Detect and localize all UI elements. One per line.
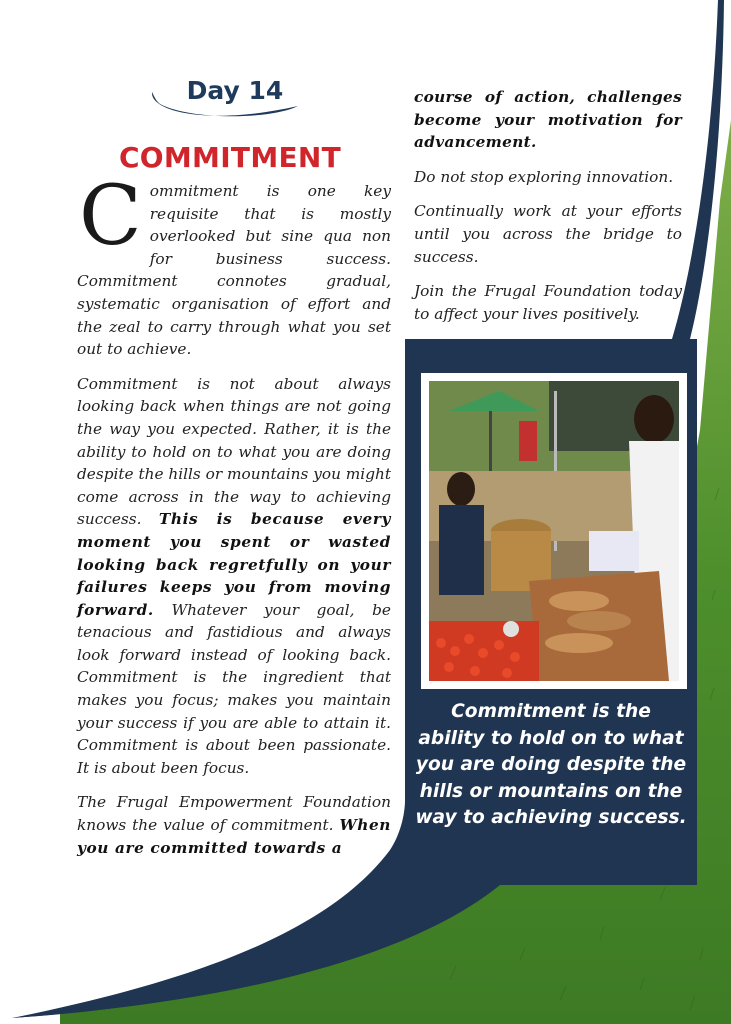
photo-frame xyxy=(421,373,687,689)
market-photo xyxy=(429,381,679,681)
p3-bold: When you are committed towards a xyxy=(77,816,391,857)
p2-start: Commitment is not about always looking back when things are not going the way you expected. Rather, it is the ability to hold on to what you are doing despite the hills or mountains you might come across in the way to achieving success. xyxy=(77,374,391,529)
innovation-paragraph: Do not stop exploring innovation. xyxy=(414,167,674,186)
p2-bold: This is because every moment you spent or wasted looking back regretfully on your failures keeps you from moving forward. xyxy=(77,510,391,619)
page-title: COMMITMENT xyxy=(118,141,342,174)
join-paragraph: Join the Frugal Foundation today to affect your lives positively. xyxy=(414,282,682,323)
body-paragraph-3 xyxy=(77,791,391,859)
pull-quote: Commitment is the ability to hold on to what you are doing despite the hills or mountains on the way to achieving success. xyxy=(415,701,687,829)
day-badge xyxy=(150,74,310,128)
drop-cap: C xyxy=(79,169,142,264)
quote-panel xyxy=(405,339,697,885)
p3-start: The Frugal Empowerment Foundation knows the value of commitment. xyxy=(77,793,391,835)
body-paragraph-2 xyxy=(77,373,391,780)
intro-text: ommitment is one key requisite that is mostly overlooked but sine qua non for business success. Commitment connotes gradual, systematic organisation of effort and the zeal to carry through what you set out to achieve. xyxy=(77,182,391,359)
left-column xyxy=(77,169,391,871)
efforts-paragraph: Continually work at your efforts until you across the bridge to success. xyxy=(414,202,682,266)
intro-paragraph xyxy=(77,169,391,361)
continuation-bold: course of action, challenges become your motivation for advancement. xyxy=(414,88,682,152)
right-column xyxy=(414,86,682,337)
p2-end: Whatever your goal, be tenacious and fastidious and always look forward instead of looking back. Commitment is the ingredient that makes you focus; makes you maintain your success if you are able to attain it. Commitment is about been passionate. It is about been focus. xyxy=(77,600,391,777)
day-label: Day 14 xyxy=(186,76,284,105)
